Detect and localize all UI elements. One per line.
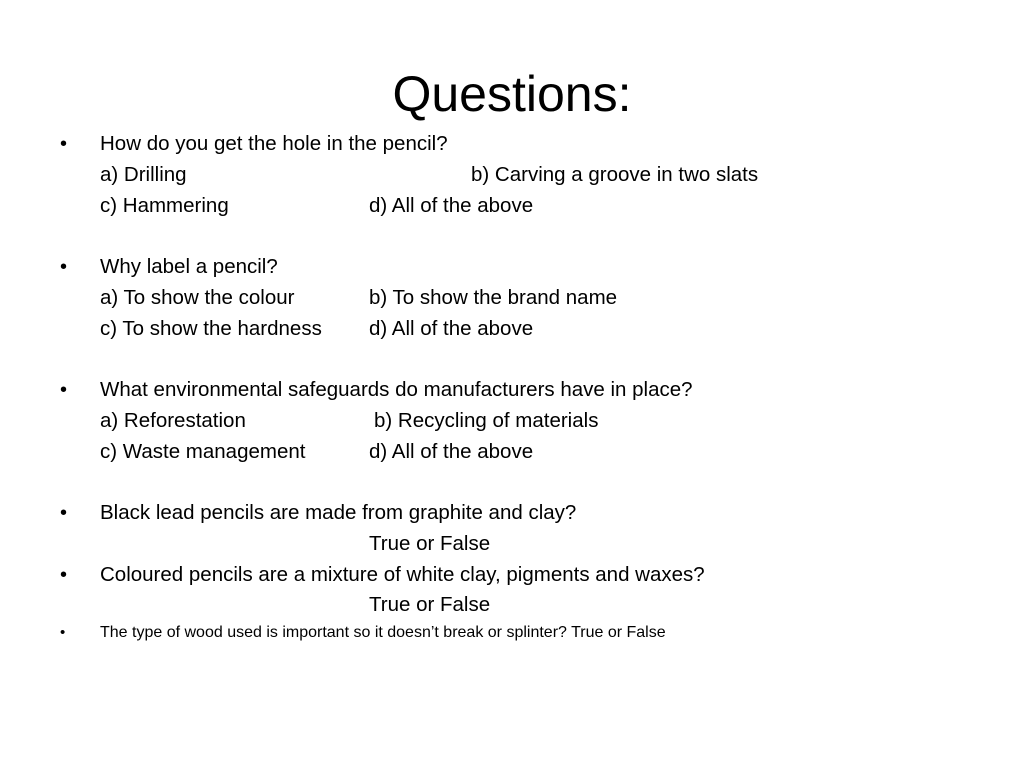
question-6: The type of wood used is important so it doesn’t break or splinter? True or False bbox=[100, 624, 666, 641]
question-2: Why label a pencil? bbox=[100, 255, 278, 278]
question-1: How do you get the hole in the pencil? bbox=[100, 132, 448, 155]
q3-option-c: c) Waste management bbox=[100, 440, 306, 463]
q2-option-b: b) To show the brand name bbox=[369, 286, 618, 309]
q2-option-c: c) To show the hardness bbox=[100, 317, 322, 340]
bullet-5: • bbox=[60, 564, 68, 586]
q4-answer: True or False bbox=[369, 532, 491, 555]
q3-option-d: d) All of the above bbox=[369, 440, 534, 463]
q5-answer: True or False bbox=[369, 593, 491, 616]
bullet-3: • bbox=[60, 379, 68, 401]
question-3: What environmental safeguards do manufacturers have in place? bbox=[100, 378, 693, 401]
q1-option-d: d) All of the above bbox=[369, 194, 534, 217]
q2-option-d: d) All of the above bbox=[369, 317, 534, 340]
q1-option-c: c) Hammering bbox=[100, 194, 229, 217]
bullet-1: • bbox=[60, 133, 68, 155]
q3-option-b: b) Recycling of materials bbox=[374, 409, 599, 432]
q1-option-b: b) Carving a groove in two slats bbox=[471, 163, 759, 186]
question-5: Coloured pencils are a mixture of white clay, pigments and waxes? bbox=[100, 563, 705, 586]
bullet-2: • bbox=[60, 256, 68, 278]
q3-option-a: a) Reforestation bbox=[100, 409, 246, 432]
bullet-6: • bbox=[60, 624, 66, 641]
question-4: Black lead pencils are made from graphite and clay? bbox=[100, 501, 577, 524]
bullet-4: • bbox=[60, 502, 68, 524]
q1-option-a: a) Drilling bbox=[100, 163, 187, 186]
slide-title: Questions: bbox=[392, 66, 632, 122]
q2-option-a: a) To show the colour bbox=[100, 286, 295, 309]
